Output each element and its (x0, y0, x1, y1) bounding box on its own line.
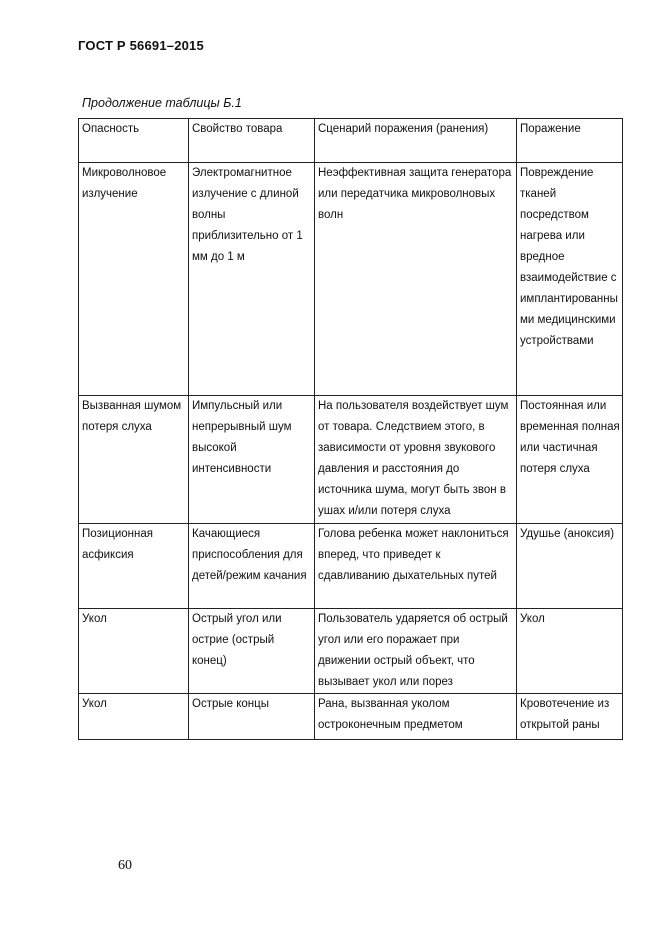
cell-product-property: Импульсный или непрерывный шум высокой интенсивности (189, 396, 315, 524)
cell-product-property: Острые концы (189, 694, 315, 740)
table-row (79, 694, 623, 740)
table-row (79, 163, 623, 396)
table-caption: Продолжение таблицы Б.1 (82, 96, 242, 110)
cell-injury: Удушье (аноксия) (517, 524, 623, 609)
table-row (79, 609, 623, 694)
cell-injury-scenario: Рана, вызванная уколом остроконечным предметом (315, 694, 517, 740)
cell-hazard: Вызванная шумом потеря слуха (79, 396, 189, 524)
table-row (79, 396, 623, 524)
column-header-injury: Поражение (517, 119, 623, 163)
cell-hazard: Позиционная асфиксия (79, 524, 189, 609)
column-header-injury-scenario: Сценарий поражения (ранения) (315, 119, 517, 163)
cell-product-property: Острый угол или острие (острый конец) (189, 609, 315, 694)
cell-hazard: Укол (79, 694, 189, 740)
table-row (79, 524, 623, 609)
document-header: ГОСТ Р 56691–2015 (78, 38, 204, 53)
cell-injury: Кровотечение из открытой раны (517, 694, 623, 740)
cell-injury-scenario: Неэффективная защита генератора или передатчика микроволновых волн (315, 163, 517, 396)
cell-injury: Укол (517, 609, 623, 694)
cell-injury-scenario: На пользователя воздействует шум от товара. Следствием этого, в зависимости от уровня звукового давления и расстояния до источника шума, могут быть звон в ушах и/или потеря слуха (315, 396, 517, 524)
cell-hazard: Микроволновое излучение (79, 163, 189, 396)
cell-injury-scenario: Голова ребенка может наклониться вперед, что приведет к сдавливанию дыхательных путей (315, 524, 517, 609)
cell-hazard: Укол (79, 609, 189, 694)
page-number: 60 (118, 858, 132, 873)
table-header-row (79, 119, 623, 163)
hazard-table (78, 118, 623, 740)
cell-injury-scenario: Пользователь ударяется об острый угол или его поражает при движении острый объект, что вызывает укол или порез (315, 609, 517, 694)
column-header-product-property: Свойство товара (189, 119, 315, 163)
cell-injury: Постоянная или временная полная или частичная потеря слуха (517, 396, 623, 524)
cell-product-property: Электромагнитное излучение с длиной волны приблизительно от 1 мм до 1 м (189, 163, 315, 396)
column-header-hazard: Опасность (79, 119, 189, 163)
cell-product-property: Качающиеся приспособления для детей/режим качания (189, 524, 315, 609)
cell-injury: Повреждение тканей посредством нагрева или вредное взаимодействие с имплантированными медицинскими устройствами (517, 163, 623, 396)
